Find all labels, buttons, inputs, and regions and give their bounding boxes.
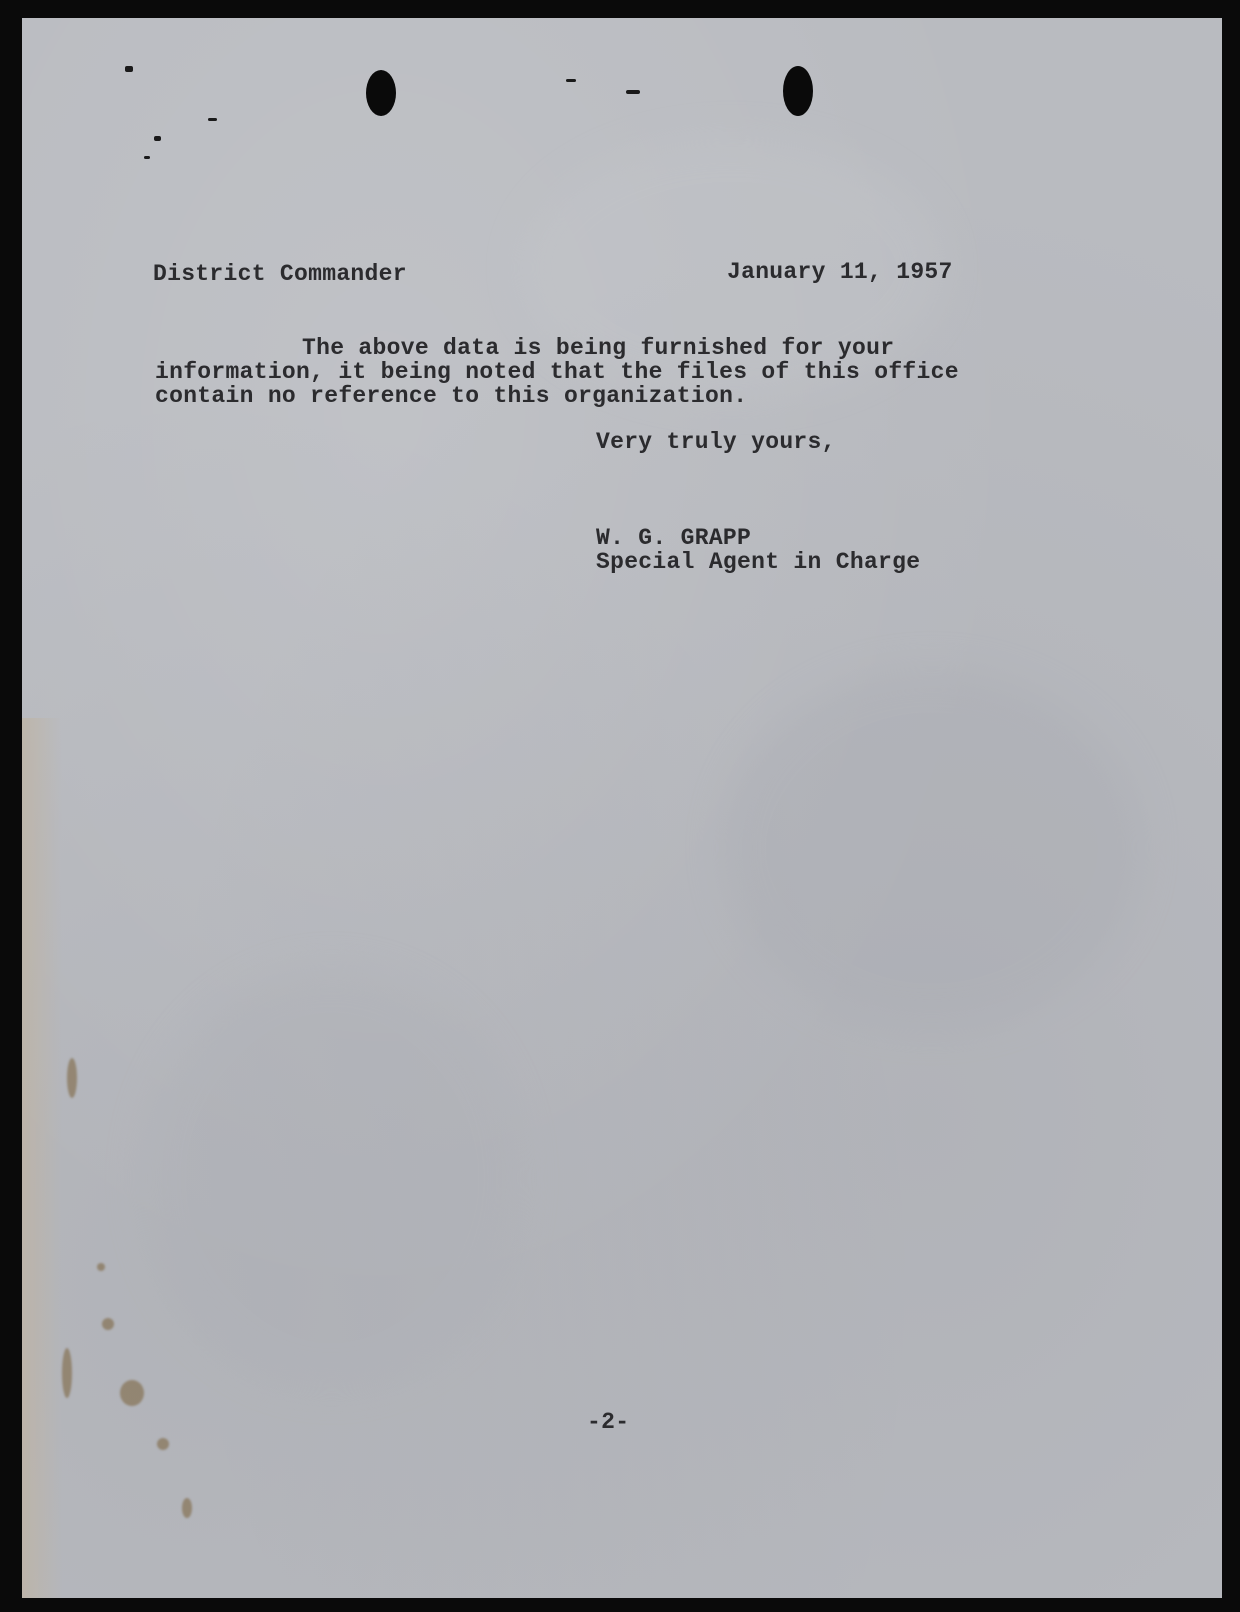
paper-tone-blotch xyxy=(142,968,522,1388)
paper-stain xyxy=(62,1348,72,1398)
paper-stain xyxy=(67,1058,77,1098)
signer-name: W. G. GRAPP xyxy=(596,525,752,551)
body-line-1: The above data is being furnished for your xyxy=(302,335,895,361)
closing-line: Very truly yours, xyxy=(596,429,836,455)
body-line-3: contain no reference to this organization. xyxy=(155,383,748,409)
ink-speck xyxy=(208,118,217,121)
paper-tone-blotch xyxy=(722,668,1142,1028)
letter-date: January 11, 1957 xyxy=(727,259,953,285)
punch-hole-right xyxy=(783,66,813,116)
ink-speck xyxy=(125,66,133,72)
body-line-2: information, it being noted that the files of this office xyxy=(155,359,959,385)
paper-stain xyxy=(97,1263,105,1271)
recipient-line: District Commander xyxy=(153,261,407,287)
ink-speck xyxy=(154,136,161,141)
paper-left-edge-discoloration xyxy=(22,718,62,1598)
ink-speck xyxy=(626,90,640,94)
paper-sheet xyxy=(22,18,1222,1598)
paper-stain xyxy=(157,1438,169,1450)
paper-stain xyxy=(182,1498,192,1518)
ink-speck xyxy=(144,156,150,159)
ink-speck xyxy=(566,79,576,82)
punch-hole-left xyxy=(366,70,396,116)
signer-title: Special Agent in Charge xyxy=(596,549,921,575)
paper-stain xyxy=(102,1318,114,1330)
paper-stain xyxy=(120,1380,144,1406)
page-number: -2- xyxy=(587,1409,630,1435)
